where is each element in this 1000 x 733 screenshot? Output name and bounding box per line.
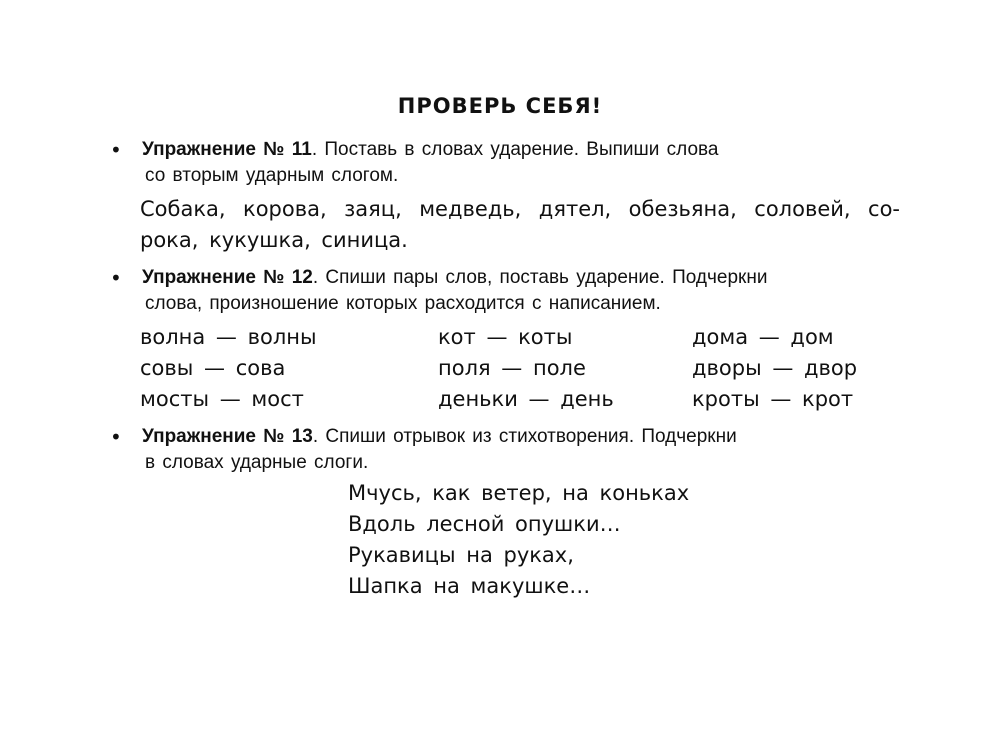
exercise-12-label: Упражнение № 12 [142,267,313,288]
exercise-13-instruction [142,424,900,476]
exercise-11-label: Упражнение № 11 [142,139,312,160]
poem-line: Рукавицы на руках, [348,543,574,567]
bullet: • [110,266,122,290]
word-pairs-column-2 [438,322,614,415]
exercise-12-text-2: слова, произношение которых расходится с написанием. [145,293,661,314]
exercise-13-text-1: . Спиши отрывок из стихотворения. Подчеркни [312,426,737,447]
poem-excerpt [348,478,689,602]
page-title: ПРОВЕРЬ СЕБЯ! [397,94,603,118]
poem-line: Вдоль лесной опушки… [348,512,621,536]
bullet: • [110,138,122,162]
word-pair: совы — сова [140,356,286,380]
exercise-11-text-2: со вторым ударным слогом. [145,165,399,186]
word-pair: кот — коты [438,325,573,349]
word-pair: волна — волны [140,325,317,349]
exercise-11-instruction [142,137,900,189]
word-pair: кроты — крот [692,387,854,411]
exercise-11-words: Собака, корова, заяц, медведь, дятел, обезьяна, соловей, со-рока, кукушка, синица. [140,197,900,252]
poem-line: Мчусь, как ветер, на коньках [348,481,690,505]
word-pairs-column-3 [692,322,857,415]
bullet: • [110,425,122,449]
exercise-13-label: Упражнение № 13 [142,426,313,447]
word-pair: дома — дом [692,325,834,349]
word-pairs-column-1 [140,322,317,415]
word-pair: дворы — двор [692,356,858,380]
word-pair: мосты — мост [140,387,304,411]
exercise-13-text-2: в словах ударные слоги. [145,452,369,473]
exercise-11-text-1: . Поставь в словах ударение. Выпиши слова [311,139,719,160]
exercise-12-instruction [142,265,900,317]
exercise-12-text-1: . Спиши пары слов, поставь ударение. Подчеркни [312,267,768,288]
word-pair: поля — поле [438,356,586,380]
word-pairs-table [140,322,900,422]
word-pair: деньки — день [438,387,614,411]
poem-line: Шапка на макушке… [348,574,591,598]
